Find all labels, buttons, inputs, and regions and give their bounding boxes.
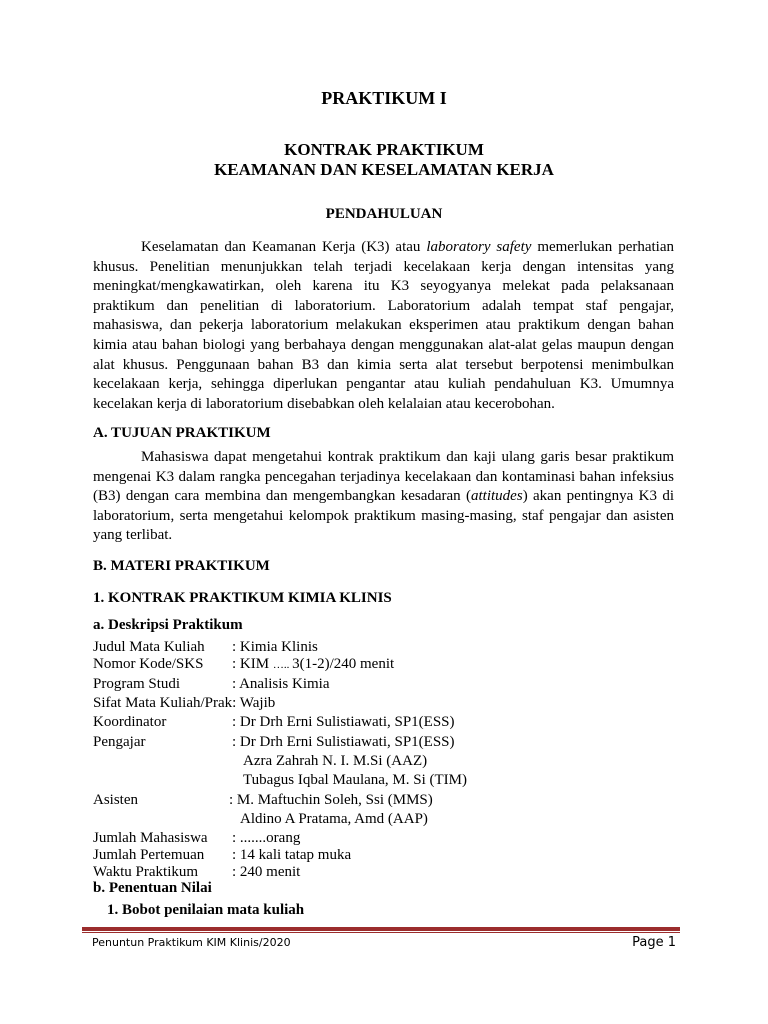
row-label-sifat: Sifat Mata Kuliah/Prak: Wajib xyxy=(93,695,276,711)
row-value-pengajar-2: Azra Zahrah N. I. M.Si (AAZ) xyxy=(243,753,428,769)
contract-heading: 1. KONTRAK PRAKTIKUM KIMIA KLINIS xyxy=(93,590,392,606)
grading-weight-item: 1. Bobot penilaian mata kuliah xyxy=(107,902,305,918)
subtitle-contract: KONTRAK PRAKTIKUM xyxy=(284,140,484,159)
row-value-jumlah-pertemuan: : 14 kali tatap muka xyxy=(232,847,352,863)
footer-divider xyxy=(82,927,680,931)
row-value-judul: : Kimia Klinis xyxy=(232,639,318,655)
grading-heading: b. Penentuan Nilai xyxy=(93,880,212,896)
section-b-heading: B. MATERI PRAKTIKUM xyxy=(93,558,270,574)
row-value-jumlah-mahasiswa: : .......orang xyxy=(232,830,301,846)
intro-heading: PENDAHULUAN xyxy=(325,206,443,222)
row-value-koordinator: : Dr Drh Erni Sulistiawati, SP1(ESS) xyxy=(232,714,455,730)
row-label-judul: Judul Mata Kuliah xyxy=(93,639,205,655)
row-label-asisten: Asisten xyxy=(93,792,138,808)
row-label-program: Program Studi xyxy=(93,676,181,692)
row-value-program: : Analisis Kimia xyxy=(232,676,330,692)
description-heading: a. Deskripsi Praktikum xyxy=(93,617,243,633)
row-value-asisten-1: : M. Maftuchin Soleh, Ssi (MMS) xyxy=(229,792,433,808)
footer-title: Penuntun Praktikum KIM Klinis/2020 xyxy=(92,936,291,949)
row-label-koordinator: Koordinator xyxy=(93,714,167,730)
row-value-nomor: : KIM ….. 3(1-2)/240 menit xyxy=(232,656,395,672)
row-label-jumlah-mahasiswa: Jumlah Mahasiswa xyxy=(93,830,208,846)
footer-divider-thin xyxy=(82,932,680,933)
page-number: Page 1 xyxy=(632,935,676,950)
intro-paragraph: Keselamatan dan Keamanan Kerja (K3) atau laboratory safety memerlukan perhatian khusus. Penelitian menunjukkan telah terjadi kecelakaan kerja dengan intensitas yang meningkat/mengkawatirkan, oleh karena itu K3 seyogyanya melekat pada pelaksanaan praktikum dan penelitian di laboratorium. Laboratorium adalah tempat staf pengajar, mahasiswa, dan pekerja laboratorium melakukan eksperimen atau praktikum dengan bahan kimia atau bahan biologi yang berbahaya dengan menggunakan alat-alat gelas maupun dengan alat khusus. Penggunaan bahan B3 dan kimia serta alat tersebut berpotensi menimbulkan kecelakaan kerja, sehingga diperlukan pengantar atau kuliah pendahuluan K3. Umumnya kecelakan kerja di laboratorium disebabkan oleh kelalaian atau kecerobohan. xyxy=(93,239,674,412)
row-label-nomor: Nomor Kode/SKS xyxy=(93,656,204,672)
row-label-waktu: Waktu Praktikum xyxy=(93,864,199,880)
row-value-waktu: : 240 menit xyxy=(232,864,301,880)
row-label-pengajar: Pengajar xyxy=(93,734,146,750)
row-label-jumlah-pertemuan: Jumlah Pertemuan xyxy=(93,847,205,863)
section-a-heading: A. TUJUAN PRAKTIKUM xyxy=(93,425,271,441)
section-a-paragraph: Mahasiswa dapat mengetahui kontrak praktikum dan kaji ulang garis besar praktikum mengenai K3 dalam rangka pencegahan terjadinya kecelakaan dan kontaminasi bahan infeksius (B3) dengan cara membina dan mengembangkan kesadaran (attitudes) akan pentingnya K3 di laboratorium, serta mengetahui kelompok praktikum masing-masing, staf pengajar dan asisten yang terlibat. xyxy=(93,449,674,544)
row-value-pengajar-3: Tubagus Iqbal Maulana, M. Si (TIM) xyxy=(243,772,468,788)
row-value-asisten-2: Aldino A Pratama, Amd (AAP) xyxy=(240,811,428,827)
subtitle-safety: KEAMANAN DAN KESELAMATAN KERJA xyxy=(214,160,554,179)
page-title: PRAKTIKUM I xyxy=(321,88,447,108)
row-value-pengajar-1: : Dr Drh Erni Sulistiawati, SP1(ESS) xyxy=(232,734,455,750)
